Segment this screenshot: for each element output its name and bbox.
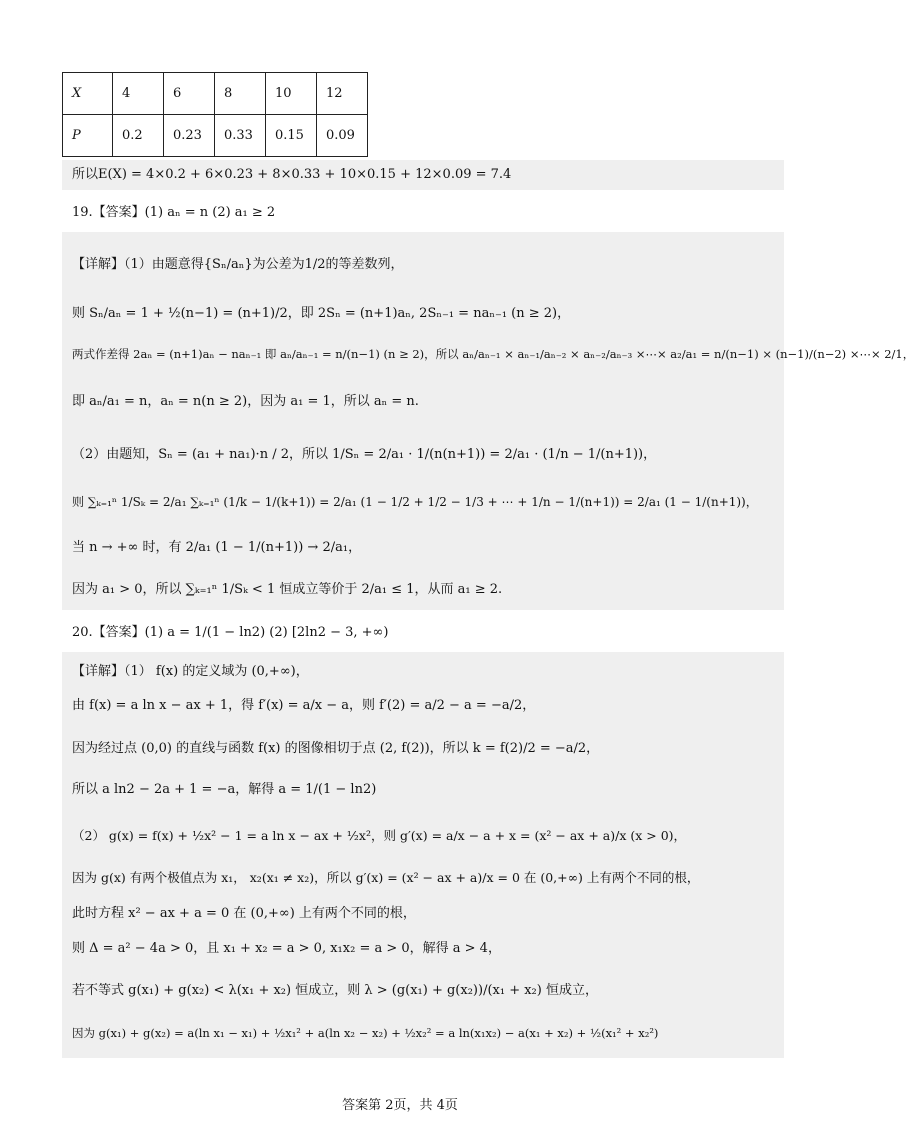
table-cell: 12 (317, 73, 368, 115)
q19-answer: 19.【答案】(1) aₙ = n (2) a₁ ≥ 2 (72, 205, 276, 220)
table-cell: 10 (266, 73, 317, 115)
q20-line-9: 若不等式 g(x₁) + g(x₂) < λ(x₁ + x₂) 恒成立，则 λ > (g(x₁) + g(x₂))/(x₁ + x₂) 恒成立， (72, 983, 598, 998)
q20-line-7: 此时方程 x² − ax + a = 0 在 (0,+∞) 上有两个不同的根， (72, 906, 416, 921)
page-footer: 答案第 2页，共 4页 (342, 1098, 458, 1113)
q19-line-1: 【详解】（1）由题意得{Sₙ/aₙ}为公差为1/2的等差数列， (72, 257, 404, 272)
q19-line-7: 当 n → +∞ 时，有 2/a₁ (1 − 1/(n+1)) → 2/a₁， (72, 540, 362, 555)
distribution-table (62, 72, 368, 157)
expectation-line: 所以E(X) = 4×0.2 + 6×0.23 + 8×0.33 + 10×0.15 + 12×0.09 = 7.4 (72, 167, 512, 182)
table-cell: 0.23 (164, 115, 215, 157)
q19-line-5: （2）由题知，Sₙ = (a₁ + na₁)·n / 2，所以 1/Sₙ = 2/a₁ · 1/(n(n+1)) = 2/a₁ · (1/n − 1/(n+1))， (72, 447, 657, 462)
q19-line-4: 即 aₙ/a₁ = n，aₙ = n(n ≥ 2)，因为 a₁ = 1，所以 aₙ = n. (72, 394, 419, 409)
q20-line-10: 因为 g(x₁) + g(x₂) = a(ln x₁ − x₁) + ½x₁² + a(ln x₂ − x₂) + ½x₂² = a ln(x₁x₂) − a(x₁ + x₂) + ½(x₁² + x₂²) (72, 1026, 659, 1040)
q20-line-3: 因为经过点 (0,0) 的直线与函数 f(x) 的图像相切于点 (2, f(2))，所以 k = f(2)/2 = −a/2， (72, 741, 600, 756)
q20-line-5: （2） g(x) = f(x) + ½x² − 1 = a ln x − ax + ½x²，则 g′(x) = a/x − a + x = (x² − ax + a)/x (x > 0)， (72, 828, 687, 843)
table-cell: 8 (215, 73, 266, 115)
table-cell: 4 (113, 73, 164, 115)
table-cell: 0.2 (113, 115, 164, 157)
q20-line-1: 【详解】（1） f(x) 的定义域为 (0,+∞)， (72, 664, 309, 679)
q19-line-2: 则 Sₙ/aₙ = 1 + ½(n−1) = (n+1)/2，即 2Sₙ = (n+1)aₙ, 2Sₙ₋₁ = naₙ₋₁ (n ≥ 2)， (72, 306, 571, 321)
table-cell: 0.09 (317, 115, 368, 157)
q20-line-6: 因为 g(x) 有两个极值点为 x₁， x₂(x₁ ≠ x₂)，所以 g′(x) = (x² − ax + a)/x = 0 在 (0,+∞) 上有两个不同的根， (72, 870, 700, 885)
table-cell: 0.15 (266, 115, 317, 157)
table-cell: X (63, 73, 113, 115)
q20-line-2: 由 f(x) = a ln x − ax + 1，得 f′(x) = a/x − a，则 f′(2) = a/2 − a = −a/2， (72, 698, 536, 713)
q19-line-6: 则 ∑ₖ₌₁ⁿ 1/Sₖ = 2/a₁ ∑ₖ₌₁ⁿ (1/k − 1/(k+1)) = 2/a₁ (1 − 1/2 + 1/2 − 1/3 + ⋯ + 1/n − 1/(n+1)) = 2/a₁ (1 − 1/(n+1))， (72, 495, 758, 509)
q20-answer: 20.【答案】(1) a = 1/(1 − ln2) (2) [2ln2 − 3, +∞) (72, 625, 389, 640)
table-cell: 0.33 (215, 115, 266, 157)
table-row-x (63, 73, 368, 115)
table-cell: P (63, 115, 113, 157)
q19-line-3: 两式作差得 2aₙ = (n+1)aₙ − naₙ₋₁ 即 aₙ/aₙ₋₁ = n/(n−1) (n ≥ 2)，所以 aₙ/aₙ₋₁ × aₙ₋₁/aₙ₋₂ × aₙ₋₂/aₙ₋₃ ×⋯× a₂/a₁ = n/(n−1) × (n−1)/(n−2) ×⋯× 2/1， (72, 347, 914, 361)
q19-line-8: 因为 a₁ > 0，所以 ∑ₖ₌₁ⁿ 1/Sₖ < 1 恒成立等价于 2/a₁ ≤ 1，从而 a₁ ≥ 2. (72, 582, 503, 597)
table-row-p (63, 115, 368, 157)
q20-line-4: 所以 a ln2 − 2a + 1 = −a，解得 a = 1/(1 − ln2) (72, 782, 377, 797)
table-cell: 6 (164, 73, 215, 115)
q20-line-8: 则 Δ = a² − 4a > 0，且 x₁ + x₂ = a > 0, x₁x₂ = a > 0，解得 a > 4， (72, 941, 501, 956)
